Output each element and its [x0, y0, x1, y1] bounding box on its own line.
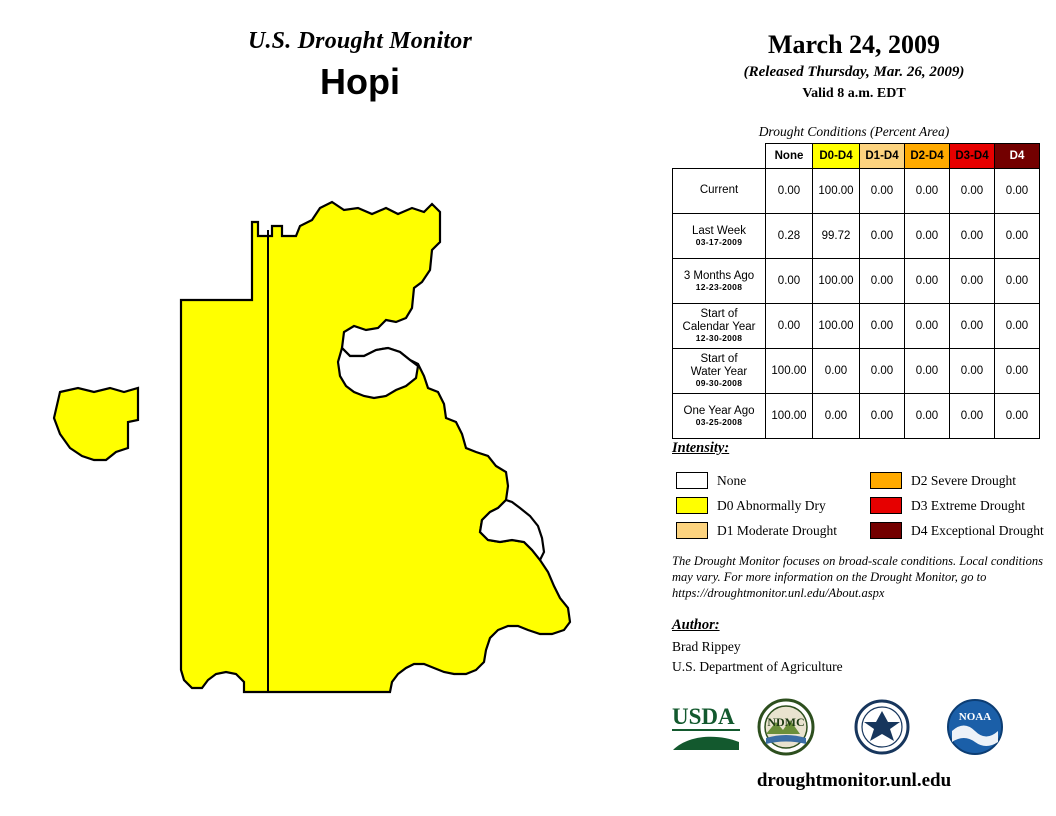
cell-oneyear-d3d4: 0.00 — [950, 394, 995, 439]
author-block — [672, 637, 843, 676]
cell-calyear-d4: 0.00 — [995, 304, 1040, 349]
table-row — [673, 214, 1040, 259]
map-region-west-parcel — [54, 388, 138, 460]
cell-3months-none: 0.00 — [766, 259, 813, 304]
legend-item-d0 — [676, 493, 837, 518]
cell-calyear-none: 0.00 — [766, 304, 813, 349]
cell-calyear-d3d4: 0.00 — [950, 304, 995, 349]
cell-3months-d2d4: 0.00 — [905, 259, 950, 304]
row-label-3-months-ago — [673, 259, 766, 304]
cell-lastweek-d0d4: 99.72 — [813, 214, 860, 259]
swatch-none-icon — [676, 472, 708, 489]
svg-text:USDA: USDA — [672, 704, 735, 729]
row-label-date: 12-23-2008 — [695, 281, 743, 292]
intensity-heading: Intensity: — [672, 440, 730, 456]
legend-item-d2 — [870, 468, 1044, 493]
legend-item-none — [676, 468, 837, 493]
cell-3months-d1d4: 0.00 — [860, 259, 905, 304]
cell-oneyear-none: 100.00 — [766, 394, 813, 439]
cell-3months-d3d4: 0.00 — [950, 259, 995, 304]
legend-label-d2: D2 Severe Drought — [911, 472, 1016, 488]
table-row — [673, 169, 1040, 214]
row-label-date: 03-25-2008 — [695, 416, 743, 427]
table-header-row — [673, 144, 1040, 169]
area-title: Hopi — [320, 61, 400, 102]
drought-map — [20, 160, 660, 740]
row-label-text: Start of Calendar Year — [682, 307, 756, 334]
cell-oneyear-d0d4: 0.00 — [813, 394, 860, 439]
legend-item-d3 — [870, 493, 1044, 518]
swatch-d0-icon — [676, 497, 708, 514]
table-row — [673, 349, 1040, 394]
drought-conditions-table — [672, 143, 1040, 439]
legend-label-d3: D3 Extreme Drought — [911, 497, 1025, 513]
cell-current-d0d4: 100.00 — [813, 169, 860, 214]
map-svg — [20, 160, 660, 740]
cell-lastweek-d2d4: 0.00 — [905, 214, 950, 259]
cell-current-d2d4: 0.00 — [905, 169, 950, 214]
cell-3months-d0d4: 100.00 — [813, 259, 860, 304]
cell-wateryear-none: 100.00 — [766, 349, 813, 394]
swatch-d1-icon — [676, 522, 708, 539]
map-region-main — [181, 202, 570, 692]
cell-oneyear-d2d4: 0.00 — [905, 394, 950, 439]
legend-label-none: None — [717, 472, 747, 488]
ndmc-logo — [756, 698, 816, 761]
cell-calyear-d1d4: 0.00 — [860, 304, 905, 349]
swatch-d2-icon — [870, 472, 902, 489]
noaa-logo — [946, 698, 1004, 761]
cell-oneyear-d1d4: 0.00 — [860, 394, 905, 439]
row-label-date: 09-30-2008 — [695, 378, 743, 389]
author-org: U.S. Department of Agriculture — [672, 658, 843, 674]
usda-logo — [671, 698, 743, 759]
svg-text:NDMC: NDMC — [767, 715, 805, 729]
legend-column-right — [870, 468, 1044, 543]
cell-current-none: 0.00 — [766, 169, 813, 214]
row-label-text: 3 Months Ago — [683, 269, 755, 282]
row-label-start-calendar-year — [673, 304, 766, 349]
author-name: Brad Rippey — [672, 639, 741, 654]
swatch-d3-icon — [870, 497, 902, 514]
cell-calyear-d2d4: 0.00 — [905, 304, 950, 349]
cell-wateryear-d1d4: 0.00 — [860, 349, 905, 394]
cell-lastweek-none: 0.28 — [766, 214, 813, 259]
cell-wateryear-d3d4: 0.00 — [950, 349, 995, 394]
row-label-start-water-year — [673, 349, 766, 394]
legend-label-d4: D4 Exceptional Drought — [911, 522, 1044, 538]
site-url[interactable]: droughtmonitor.unl.edu — [756, 770, 952, 791]
table-corner-cell — [673, 144, 766, 169]
cell-wateryear-d4: 0.00 — [995, 349, 1040, 394]
table-caption: Drought Conditions (Percent Area) — [758, 124, 950, 139]
cell-wateryear-d0d4: 0.00 — [813, 349, 860, 394]
row-label-text: Last Week — [691, 224, 747, 237]
row-label-text: One Year Ago — [683, 404, 755, 417]
cell-oneyear-d4: 0.00 — [995, 394, 1040, 439]
legend-label-d1: D1 Moderate Drought — [717, 522, 837, 538]
map-date: March 24, 2009 — [767, 30, 941, 59]
svg-text:NOAA: NOAA — [958, 711, 992, 723]
author-heading: Author: — [672, 617, 720, 633]
row-label-text: Start of Water Year — [690, 352, 748, 379]
legend-item-d4 — [870, 518, 1044, 543]
table-row — [673, 304, 1040, 349]
cell-lastweek-d3d4: 0.00 — [950, 214, 995, 259]
cell-current-d3d4: 0.00 — [950, 169, 995, 214]
date-block — [664, 30, 1044, 102]
cell-current-d4: 0.00 — [995, 169, 1040, 214]
table-row — [673, 394, 1040, 439]
usda-seal-logo — [854, 698, 910, 761]
release-date: (Released Thursday, Mar. 26, 2009) — [743, 64, 965, 80]
table-row — [673, 259, 1040, 304]
disclaimer-text: The Drought Monitor focuses on broad-scale conditions. Local conditions may vary. For more information on the Drought Monitor, go to https://droughtmonitor.unl.edu/About.aspx — [672, 554, 1043, 600]
logo-row — [664, 698, 1044, 760]
cell-calyear-d0d4: 100.00 — [813, 304, 860, 349]
swatch-d4-icon — [870, 522, 902, 539]
cell-current-d1d4: 0.00 — [860, 169, 905, 214]
legend-label-d0: D0 Abnormally Dry — [717, 497, 826, 513]
column-header-d0d4: D0-D4 — [813, 144, 860, 169]
row-label-current — [673, 169, 766, 214]
cell-wateryear-d2d4: 0.00 — [905, 349, 950, 394]
column-header-none: None — [766, 144, 813, 169]
column-header-d4: D4 — [995, 144, 1040, 169]
row-label-date: 12-30-2008 — [695, 333, 743, 344]
valid-time: Valid 8 a.m. EDT — [802, 86, 906, 101]
row-label-one-year-ago — [673, 394, 766, 439]
column-header-d3d4: D3-D4 — [950, 144, 995, 169]
row-label-date: 03-17-2009 — [695, 236, 743, 247]
cell-3months-d4: 0.00 — [995, 259, 1040, 304]
column-header-d1d4: D1-D4 — [860, 144, 905, 169]
cell-lastweek-d1d4: 0.00 — [860, 214, 905, 259]
row-label-text: Current — [699, 184, 739, 197]
legend-column-left — [676, 468, 837, 543]
title-block — [130, 28, 590, 103]
legend-item-d1 — [676, 518, 837, 543]
column-header-d2d4: D2-D4 — [905, 144, 950, 169]
program-title: U.S. Drought Monitor — [247, 28, 473, 54]
row-label-last-week — [673, 214, 766, 259]
cell-lastweek-d4: 0.00 — [995, 214, 1040, 259]
